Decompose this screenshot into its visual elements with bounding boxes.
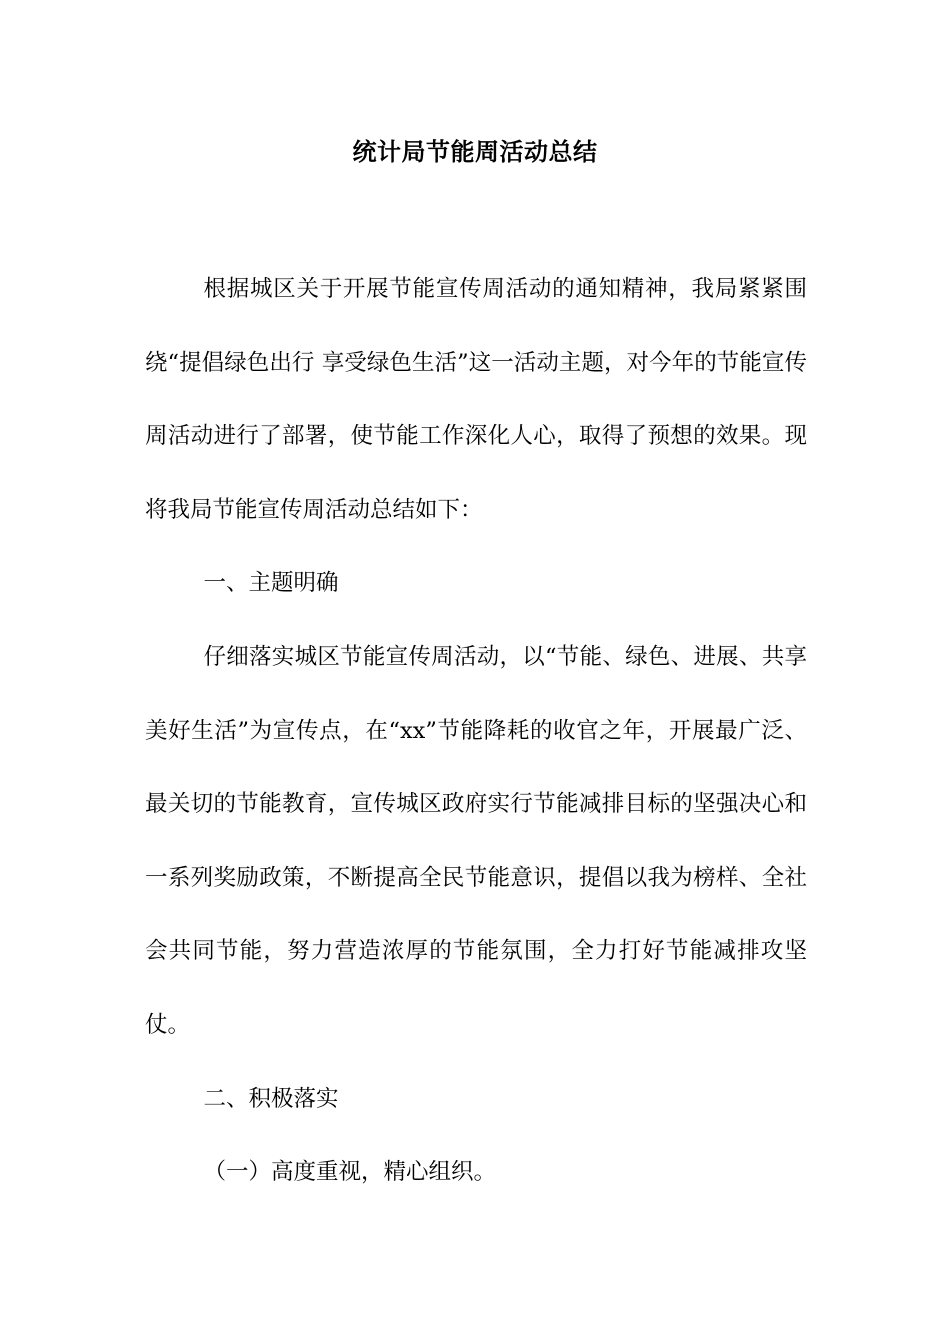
subsection-heading-1: （一）高度重视，精心组织。 <box>203 1159 497 1186</box>
section-heading-2: 二、积极落实 <box>203 1085 339 1112</box>
document-body <box>145 253 807 1210</box>
paragraph-intro: 根据城区关于开展节能宣传周活动的通知精神，我局紧紧围绕“提倡绿色出行 享受绿色生活”这一活动主题，对今年的节能宣传周活动进行了部署，使节能工作深化人心，取得了预想的效果。现将我局节能宣传周活动总结如下： <box>145 276 807 523</box>
document-title: 统计局节能周活动总结 <box>352 137 598 166</box>
section-heading-1: 一、主题明确 <box>203 570 339 597</box>
paragraph-section-1: 仔细落实城区节能宣传周活动，以“节能、绿色、进展、共享美好生活”为宣传点，在“xx”节能降耗的收官之年，开展最广泛、最关切的节能教育，宣传城区政府实行节能减排目标的坚强决心和一系列奖励政策，不断提高全民节能意识，提倡以我为榜样、全社会共同节能，努力营造浓厚的节能氛围，全力打好节能减排攻坚仗。 <box>145 643 807 1038</box>
